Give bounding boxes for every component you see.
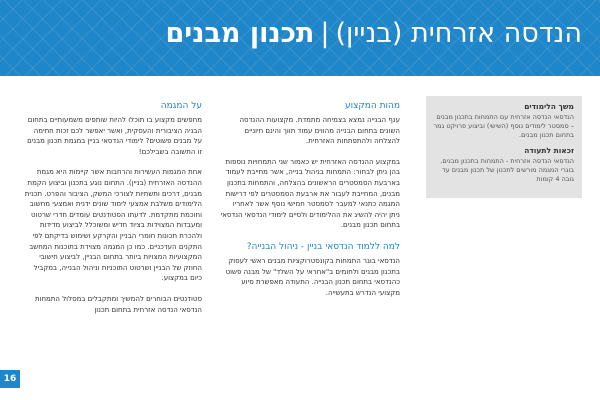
left-column <box>24 100 202 325</box>
profession-heading: מהות המקצוע <box>344 101 400 111</box>
about-heading: על המגמה <box>160 101 202 111</box>
why-study-heading: למה ללמוד הנדסאי בניין - ניהול הבנייה? <box>246 241 400 252</box>
about-paragraph-3: סטודנטים הבוחרים להמשיך ומתקבלים במסלול התמחות הנדסאי הנדסה אזרחית בתחום תכנון <box>34 294 202 314</box>
title-separator: | <box>320 18 330 49</box>
profession-paragraph-2: במקצוע ההנדסה האזרחית יש כאמור שני התמחויות נוספות בהן ניתן לבחור: התמחות בניהול בנייה, אשר מחייבת לעמוד בארבעת הסמסטרים הראשונים בהצלחה, והתמחות בתכנון מבנים, המחייבת לעבור את ארבעת הסמסטרים לפי דרישות המגמה כתנאי למעבר לסמסטר חמישי נוסף אשר לאחריו ניתן יהיה להשיג את ההלימודים ולסיים לימודי הנדסאי הנדסאי בתחום תכנון מבנים. <box>220 157 400 230</box>
about-paragraph-1: מחפשים מקצוע בו תוכלו להיות שותפים משמעותיים בתחום הבניה הציבורית והעסקית, ואשר יאפשר לכם זכות חתימה על מבנים פשוטים? לימודי הנדסאי בניין במגמת תכנון מבנים זו התשובה בשבילכם! <box>27 116 202 156</box>
middle-column <box>220 100 400 308</box>
title-sub: תכנון מבנים <box>165 18 315 49</box>
why-study-paragraph: הנדסאי בוגר התמחות בקונסטרוקציות מבנים ראשי לעסוק בתכנון מבנים ולחומים ב"אחראי על השלד" של מבנה פשוט כהנדסאי בתחום תכנון הבנייה. התעודה מאפשרת סיוע מקצועי הנדרש בתעשייה. <box>225 256 400 297</box>
certificate-text: הנדסאי הנדסה אזרחית - התמחות בתכנון מבנים, בוגרי המגמה מורשים לתכנון של תכנון מבנים עד גובה 4 קומות <box>440 157 574 183</box>
page-number: 16 <box>0 370 20 388</box>
about-paragraph-2: אחת המגמות העשירות והרחבות אשר קיימות היא מגמת ההנדסה האזרחית (בניין). התחום נוגע בתכנון וביצוע הקמת מבנים, דרכים ותשתיות לצורכי המשק, הציבור והפרט. תכנית הלימודים משלבת אמצעי לימוד שונים ידנית ואמצעי מחשוב וחוכמת מתקדמת. לדעתו הסטודנטים עומדים חדרי שרטוט ומעבדות המצוידות בציוד חדיש ומשוכלל לביצוע מדידות ולהכרת תכונות חומרי הבניין והקרקע ושימוש בדיקתם לפי התקנים העדכניים. כמו כן המגמה מצוידת בתוכנות המחשב המקצועיות המצויות ביותר בתחום הבניין, לביצוע חישובי החוזק של הבניין ושרטוט התוכניות וניהול הבנייה, במקביל כיום במקצוע. <box>24 168 202 283</box>
duration-text: הנדסאי הנדסה אזרחית עם התמחות בתכנון מבנים – סמסטר לימודים נוסף (השישי) וביצוע פרויקט גמר בתחום תכנון מבנים. <box>433 113 574 139</box>
page-header <box>0 0 600 76</box>
page-title <box>10 14 582 54</box>
info-sidebar <box>426 96 582 198</box>
certificate-heading: זכאות לתעודה <box>524 146 574 155</box>
duration-heading: משך הלימודים <box>524 102 574 111</box>
profession-paragraph-1: ענף הבנייה נמצא בצמיחה מתמדת. מקצועות ההנדסה השונים בתחום הבנייה מהווים עמוד תווך והינם חיוניים להצלחה ולהתפתחות האזרחית. <box>239 116 400 146</box>
title-main: הנדסה אזרחית (בניין) <box>335 18 582 49</box>
